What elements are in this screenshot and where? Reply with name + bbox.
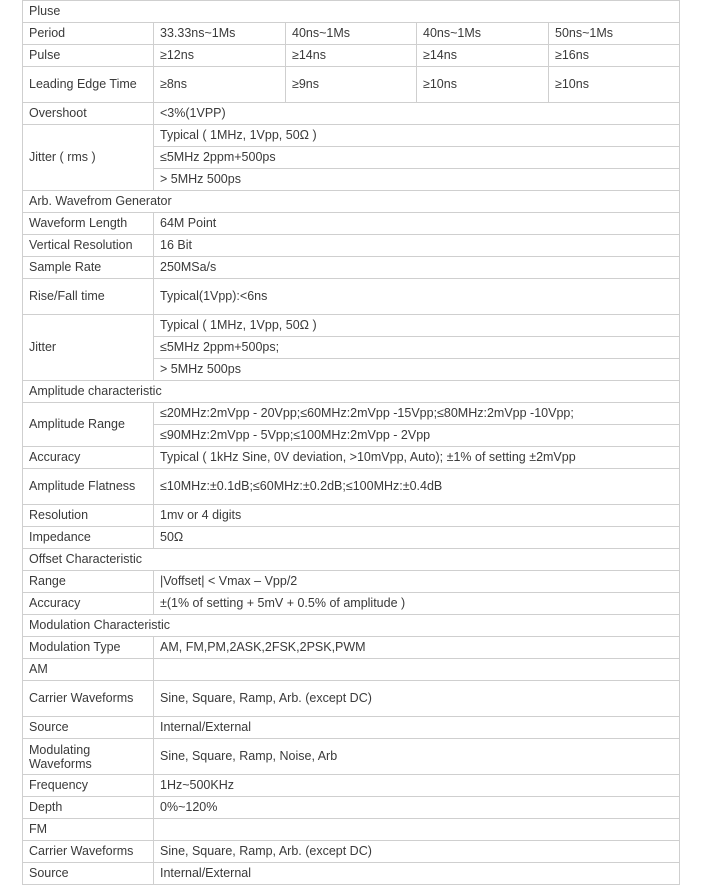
row-amplitude-flatness xyxy=(23,469,680,505)
row-label: Accuracy xyxy=(23,447,154,469)
row-sample-rate xyxy=(23,257,680,279)
row-label: Amplitude Flatness xyxy=(23,469,154,505)
row-label: Waveform Length xyxy=(23,213,154,235)
row-label: Source xyxy=(23,717,154,739)
row-rise-fall xyxy=(23,279,680,315)
section-title-modulation: Modulation Characteristic xyxy=(23,615,680,637)
row-value: <3%(1VPP) xyxy=(154,103,680,125)
row-label: Vertical Resolution xyxy=(23,235,154,257)
row-value: ≤90MHz:2mVpp - 5Vpp;≤100MHz:2mVpp - 2Vpp xyxy=(154,425,680,447)
row-value: ≥14ns xyxy=(417,45,549,67)
row-label: Leading Edge Time xyxy=(23,67,154,103)
row-value: Sine, Square, Ramp, Arb. (except DC) xyxy=(154,681,680,717)
row-value: > 5MHz 500ps xyxy=(154,169,680,191)
row-resolution xyxy=(23,505,680,527)
section-row-modulation xyxy=(23,615,680,637)
row-value: ≥14ns xyxy=(286,45,417,67)
row-value: 1mv or 4 digits xyxy=(154,505,680,527)
section-title-offset: Offset Characteristic xyxy=(23,549,680,571)
row-waveform-length xyxy=(23,213,680,235)
row-value: ≥8ns xyxy=(154,67,286,103)
section-title-pulse: Pluse xyxy=(23,1,680,23)
row-value: Typical ( 1MHz, 1Vpp, 50Ω ) xyxy=(154,125,680,147)
row-value: 40ns~1Ms xyxy=(286,23,417,45)
row-jitter-rms xyxy=(23,125,680,147)
row-value: 40ns~1Ms xyxy=(417,23,549,45)
row-amplitude-range xyxy=(23,403,680,425)
row-label: Source xyxy=(23,863,154,885)
row-value: ≥16ns xyxy=(549,45,680,67)
row-value: Typical(1Vpp):<6ns xyxy=(154,279,680,315)
row-label: Amplitude Range xyxy=(23,403,154,447)
row-value: Sine, Square, Ramp, Noise, Arb xyxy=(154,739,680,775)
row-label: Frequency xyxy=(23,775,154,797)
row-am-frequency xyxy=(23,775,680,797)
row-am-modulating xyxy=(23,739,680,775)
row-label: Jitter xyxy=(23,315,154,381)
row-label: Modulating Waveforms xyxy=(23,739,154,775)
row-value-empty xyxy=(154,819,680,841)
row-value-empty xyxy=(154,659,680,681)
row-label: Pulse xyxy=(23,45,154,67)
row-value: 50ns~1Ms xyxy=(549,23,680,45)
row-label: Resolution xyxy=(23,505,154,527)
row-value: > 5MHz 500ps xyxy=(154,359,680,381)
row-value: ≤10MHz:±0.1dB;≤60MHz:±0.2dB;≤100MHz:±0.4dB xyxy=(154,469,680,505)
row-value: ≥12ns xyxy=(154,45,286,67)
row-value: Internal/External xyxy=(154,717,680,739)
row-value: 16 Bit xyxy=(154,235,680,257)
row-value: 50Ω xyxy=(154,527,680,549)
spec-table xyxy=(22,0,680,885)
subsection-title-am: AM xyxy=(23,659,154,681)
row-value: Internal/External xyxy=(154,863,680,885)
row-label: Sample Rate xyxy=(23,257,154,279)
row-accuracy xyxy=(23,447,680,469)
row-label: Impedance xyxy=(23,527,154,549)
row-value: 0%~120% xyxy=(154,797,680,819)
row-value: ≥10ns xyxy=(417,67,549,103)
row-value: 250MSa/s xyxy=(154,257,680,279)
row-value: ≥10ns xyxy=(549,67,680,103)
row-label: Accuracy xyxy=(23,593,154,615)
row-value: 33.33ns~1Ms xyxy=(154,23,286,45)
subsection-title-fm: FM xyxy=(23,819,154,841)
row-value: Typical ( 1kHz Sine, 0V deviation, >10mVpp, Auto); ±1% of setting ±2mVpp xyxy=(154,447,680,469)
row-pulse xyxy=(23,45,680,67)
row-period xyxy=(23,23,680,45)
section-row-offset xyxy=(23,549,680,571)
section-row-arb xyxy=(23,191,680,213)
row-label: Range xyxy=(23,571,154,593)
row-label: Jitter ( rms ) xyxy=(23,125,154,191)
row-value: ≥9ns xyxy=(286,67,417,103)
row-value: |Voffset| < Vmax – Vpp/2 xyxy=(154,571,680,593)
row-label: Rise/Fall time xyxy=(23,279,154,315)
row-range xyxy=(23,571,680,593)
row-jitter xyxy=(23,315,680,337)
section-title-amplitude: Amplitude characteristic xyxy=(23,381,680,403)
row-fm-header xyxy=(23,819,680,841)
row-label: Carrier Waveforms xyxy=(23,681,154,717)
row-am-depth xyxy=(23,797,680,819)
row-value: ≤5MHz 2ppm+500ps xyxy=(154,147,680,169)
row-value: ±(1% of setting + 5mV + 0.5% of amplitude ) xyxy=(154,593,680,615)
section-row-amplitude xyxy=(23,381,680,403)
row-impedance xyxy=(23,527,680,549)
row-fm-carrier xyxy=(23,841,680,863)
row-label: Overshoot xyxy=(23,103,154,125)
row-am-source xyxy=(23,717,680,739)
row-fm-source xyxy=(23,863,680,885)
row-value: Sine, Square, Ramp, Arb. (except DC) xyxy=(154,841,680,863)
row-value: ≤20MHz:2mVpp - 20Vpp;≤60MHz:2mVpp -15Vpp;≤80MHz:2mVpp -10Vpp; xyxy=(154,403,680,425)
row-value: ≤5MHz 2ppm+500ps; xyxy=(154,337,680,359)
row-label: Carrier Waveforms xyxy=(23,841,154,863)
row-value: 64M Point xyxy=(154,213,680,235)
row-leading-edge xyxy=(23,67,680,103)
section-row-pulse xyxy=(23,1,680,23)
row-modulation-type xyxy=(23,637,680,659)
row-value: AM, FM,PM,2ASK,2FSK,2PSK,PWM xyxy=(154,637,680,659)
row-value: Typical ( 1MHz, 1Vpp, 50Ω ) xyxy=(154,315,680,337)
row-label: Depth xyxy=(23,797,154,819)
row-offset-accuracy xyxy=(23,593,680,615)
row-label: Period xyxy=(23,23,154,45)
row-am-carrier xyxy=(23,681,680,717)
row-vertical-resolution xyxy=(23,235,680,257)
section-title-arb: Arb. Wavefrom Generator xyxy=(23,191,680,213)
row-am-header xyxy=(23,659,680,681)
row-value: 1Hz~500KHz xyxy=(154,775,680,797)
row-label: Modulation Type xyxy=(23,637,154,659)
row-overshoot xyxy=(23,103,680,125)
